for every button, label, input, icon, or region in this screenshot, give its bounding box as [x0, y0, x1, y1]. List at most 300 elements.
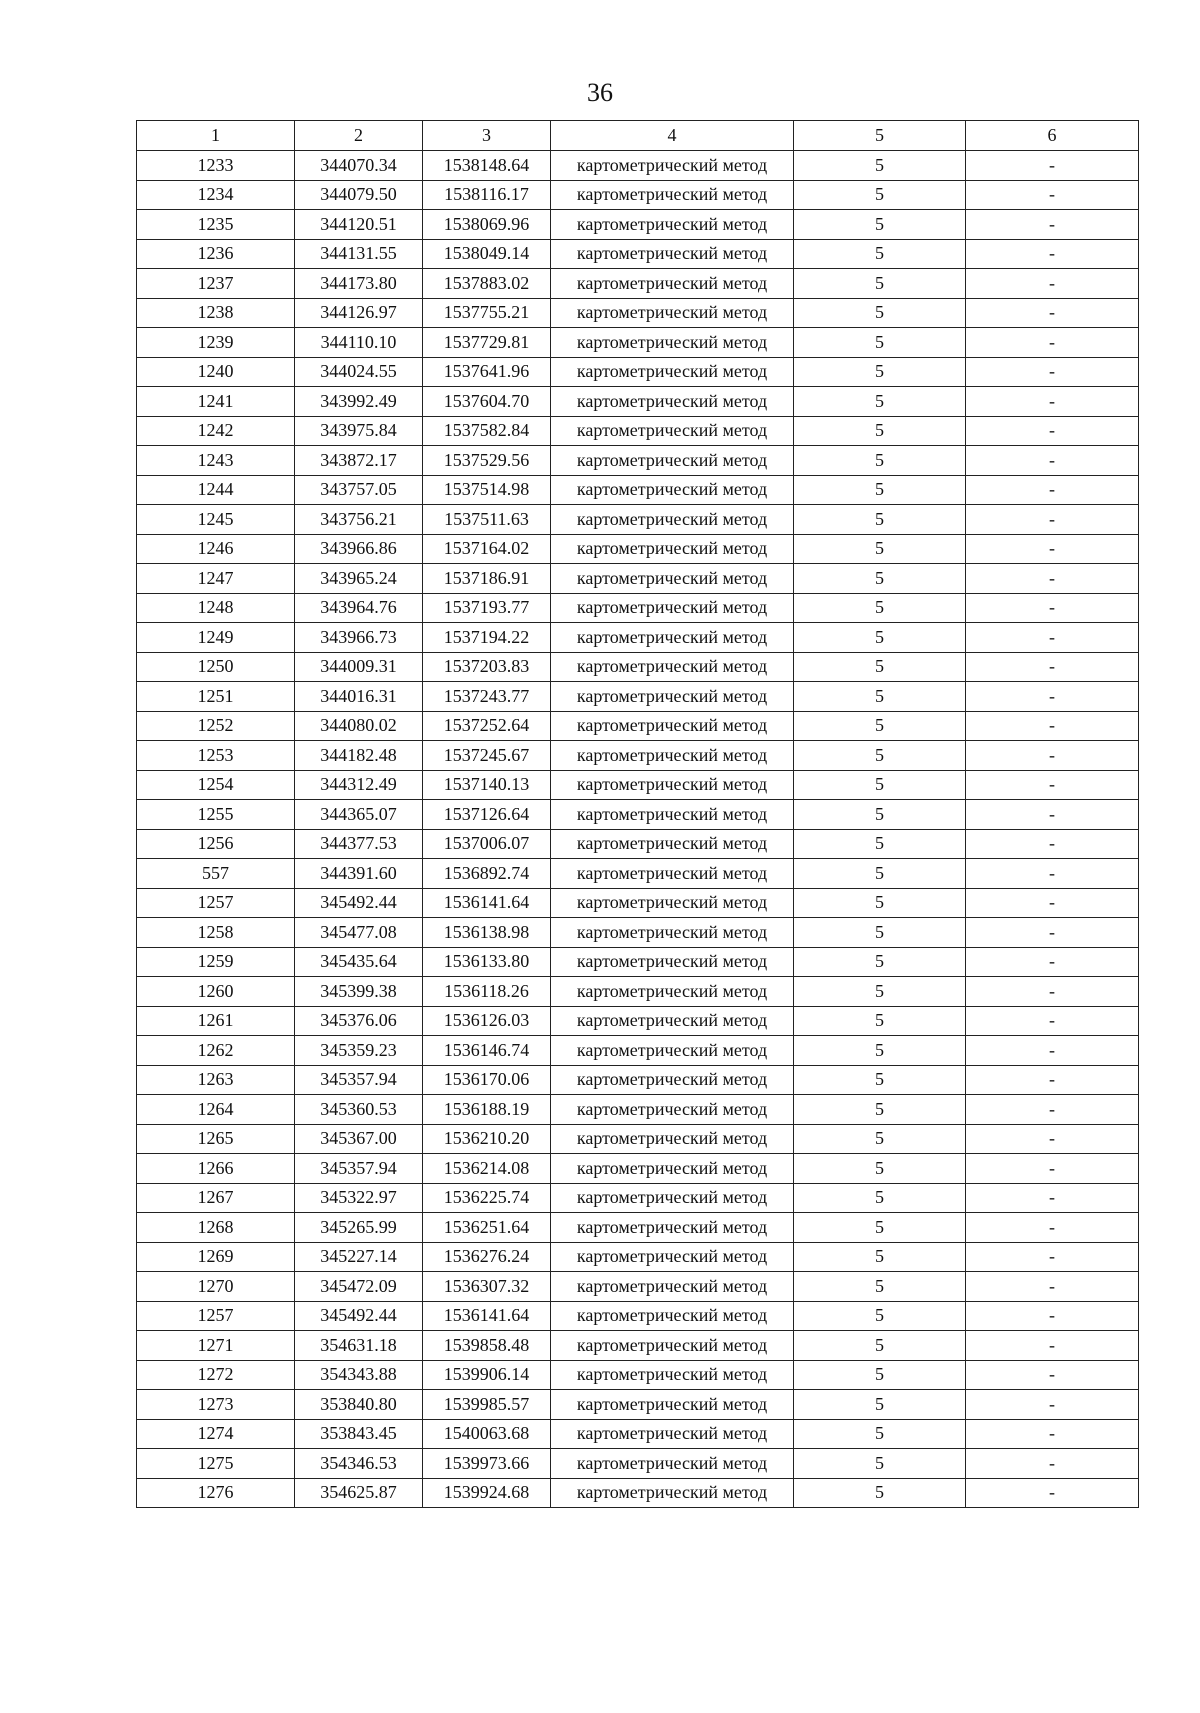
accuracy-cell: 5	[794, 1331, 966, 1361]
point-number-cell: 1248	[137, 593, 295, 623]
method-cell: картометрический метод	[551, 947, 794, 977]
y-coordinate-cell: 1540063.68	[423, 1419, 551, 1449]
method-cell: картометрический метод	[551, 564, 794, 594]
table-row	[137, 1095, 1139, 1125]
method-cell: картометрический метод	[551, 475, 794, 505]
accuracy-cell: 5	[794, 711, 966, 741]
y-coordinate-cell: 1536276.24	[423, 1242, 551, 1272]
method-cell: картометрический метод	[551, 829, 794, 859]
y-coordinate-cell: 1537514.98	[423, 475, 551, 505]
note-cell: -	[966, 475, 1139, 505]
note-cell: -	[966, 328, 1139, 358]
table-row	[137, 151, 1139, 181]
accuracy-cell: 5	[794, 210, 966, 240]
method-cell: картометрический метод	[551, 1419, 794, 1449]
accuracy-cell: 5	[794, 475, 966, 505]
point-number-cell: 1259	[137, 947, 295, 977]
y-coordinate-cell: 1536188.19	[423, 1095, 551, 1125]
x-coordinate-cell: 353840.80	[295, 1390, 423, 1420]
method-cell: картометрический метод	[551, 505, 794, 535]
y-coordinate-cell: 1538049.14	[423, 239, 551, 269]
note-cell: -	[966, 1301, 1139, 1331]
point-number-cell: 1268	[137, 1213, 295, 1243]
note-cell: -	[966, 1124, 1139, 1154]
point-number-cell: 1265	[137, 1124, 295, 1154]
point-number-cell: 1254	[137, 770, 295, 800]
method-cell: картометрический метод	[551, 239, 794, 269]
note-cell: -	[966, 800, 1139, 830]
x-coordinate-cell: 344024.55	[295, 357, 423, 387]
method-cell: картометрический метод	[551, 1390, 794, 1420]
point-number-cell: 1238	[137, 298, 295, 328]
table-row	[137, 888, 1139, 918]
point-number-cell: 1252	[137, 711, 295, 741]
note-cell: -	[966, 1360, 1139, 1390]
table-row	[137, 239, 1139, 269]
y-coordinate-cell: 1538116.17	[423, 180, 551, 210]
method-cell: картометрический метод	[551, 1183, 794, 1213]
point-number-cell: 1255	[137, 800, 295, 830]
x-coordinate-cell: 343975.84	[295, 416, 423, 446]
method-cell: картометрический метод	[551, 682, 794, 712]
accuracy-cell: 5	[794, 416, 966, 446]
table-row	[137, 564, 1139, 594]
table-row	[137, 918, 1139, 948]
y-coordinate-cell: 1536126.03	[423, 1006, 551, 1036]
method-cell: картометрический метод	[551, 888, 794, 918]
point-number-cell: 1271	[137, 1331, 295, 1361]
table-body	[137, 121, 1139, 1508]
accuracy-cell: 5	[794, 387, 966, 417]
note-cell: -	[966, 416, 1139, 446]
table-row	[137, 446, 1139, 476]
x-coordinate-cell: 343756.21	[295, 505, 423, 535]
y-coordinate-cell: 1536225.74	[423, 1183, 551, 1213]
note-cell: -	[966, 741, 1139, 771]
table-row	[137, 829, 1139, 859]
note-cell: -	[966, 239, 1139, 269]
point-number-cell: 1234	[137, 180, 295, 210]
x-coordinate-cell: 343757.05	[295, 475, 423, 505]
accuracy-cell: 5	[794, 1036, 966, 1066]
point-number-cell: 1257	[137, 1301, 295, 1331]
y-coordinate-cell: 1536251.64	[423, 1213, 551, 1243]
point-number-cell: 1274	[137, 1419, 295, 1449]
point-number-cell: 1264	[137, 1095, 295, 1125]
y-coordinate-cell: 1536118.26	[423, 977, 551, 1007]
note-cell: -	[966, 711, 1139, 741]
table-row	[137, 1006, 1139, 1036]
note-cell: -	[966, 180, 1139, 210]
note-cell: -	[966, 1065, 1139, 1095]
table-row	[137, 298, 1139, 328]
method-cell: картометрический метод	[551, 1036, 794, 1066]
accuracy-cell: 5	[794, 1360, 966, 1390]
x-coordinate-cell: 344079.50	[295, 180, 423, 210]
note-cell: -	[966, 298, 1139, 328]
method-cell: картометрический метод	[551, 711, 794, 741]
point-number-cell: 1258	[137, 918, 295, 948]
accuracy-cell: 5	[794, 1213, 966, 1243]
point-number-cell: 1266	[137, 1154, 295, 1184]
x-coordinate-cell: 343872.17	[295, 446, 423, 476]
y-coordinate-cell: 1537006.07	[423, 829, 551, 859]
table-row	[137, 387, 1139, 417]
table-row	[137, 652, 1139, 682]
x-coordinate-cell: 344070.34	[295, 151, 423, 181]
y-coordinate-cell: 1537193.77	[423, 593, 551, 623]
accuracy-cell: 5	[794, 977, 966, 1007]
note-cell: -	[966, 1419, 1139, 1449]
method-cell: картометрический метод	[551, 770, 794, 800]
table-row	[137, 1360, 1139, 1390]
table-row	[137, 1390, 1139, 1420]
x-coordinate-cell: 344173.80	[295, 269, 423, 299]
note-cell: -	[966, 1006, 1139, 1036]
accuracy-cell: 5	[794, 239, 966, 269]
x-coordinate-cell: 345435.64	[295, 947, 423, 977]
method-cell: картометрический метод	[551, 1154, 794, 1184]
accuracy-cell: 5	[794, 652, 966, 682]
column-header: 5	[794, 121, 966, 151]
table-row	[137, 800, 1139, 830]
note-cell: -	[966, 652, 1139, 682]
table-row	[137, 593, 1139, 623]
table-row	[137, 416, 1139, 446]
point-number-cell: 1249	[137, 623, 295, 653]
y-coordinate-cell: 1539906.14	[423, 1360, 551, 1390]
y-coordinate-cell: 1536307.32	[423, 1272, 551, 1302]
note-cell: -	[966, 357, 1139, 387]
method-cell: картометрический метод	[551, 1213, 794, 1243]
accuracy-cell: 5	[794, 1065, 966, 1095]
x-coordinate-cell: 345360.53	[295, 1095, 423, 1125]
x-coordinate-cell: 345367.00	[295, 1124, 423, 1154]
x-coordinate-cell: 343965.24	[295, 564, 423, 594]
y-coordinate-cell: 1537511.63	[423, 505, 551, 535]
column-header: 6	[966, 121, 1139, 151]
point-number-cell: 1269	[137, 1242, 295, 1272]
note-cell: -	[966, 977, 1139, 1007]
point-number-cell: 1246	[137, 534, 295, 564]
point-number-cell: 1247	[137, 564, 295, 594]
point-number-cell: 1244	[137, 475, 295, 505]
table-row	[137, 357, 1139, 387]
method-cell: картометрический метод	[551, 1331, 794, 1361]
point-number-cell: 1243	[137, 446, 295, 476]
method-cell: картометрический метод	[551, 1449, 794, 1479]
x-coordinate-cell: 344016.31	[295, 682, 423, 712]
note-cell: -	[966, 564, 1139, 594]
method-cell: картометрический метод	[551, 387, 794, 417]
point-number-cell: 1235	[137, 210, 295, 240]
table-row	[137, 1272, 1139, 1302]
accuracy-cell: 5	[794, 151, 966, 181]
method-cell: картометрический метод	[551, 1360, 794, 1390]
point-number-cell: 1241	[137, 387, 295, 417]
x-coordinate-cell: 345399.38	[295, 977, 423, 1007]
point-number-cell: 1257	[137, 888, 295, 918]
note-cell: -	[966, 1390, 1139, 1420]
method-cell: картометрический метод	[551, 593, 794, 623]
note-cell: -	[966, 534, 1139, 564]
accuracy-cell: 5	[794, 564, 966, 594]
y-coordinate-cell: 1537529.56	[423, 446, 551, 476]
y-coordinate-cell: 1537164.02	[423, 534, 551, 564]
accuracy-cell: 5	[794, 180, 966, 210]
note-cell: -	[966, 859, 1139, 889]
x-coordinate-cell: 344365.07	[295, 800, 423, 830]
method-cell: картометрический метод	[551, 1242, 794, 1272]
method-cell: картометрический метод	[551, 151, 794, 181]
table-row	[137, 180, 1139, 210]
x-coordinate-cell: 344126.97	[295, 298, 423, 328]
method-cell: картометрический метод	[551, 416, 794, 446]
accuracy-cell: 5	[794, 1242, 966, 1272]
x-coordinate-cell: 354346.53	[295, 1449, 423, 1479]
note-cell: -	[966, 269, 1139, 299]
note-cell: -	[966, 888, 1139, 918]
method-cell: картометрический метод	[551, 328, 794, 358]
note-cell: -	[966, 387, 1139, 417]
note-cell: -	[966, 1213, 1139, 1243]
x-coordinate-cell: 345322.97	[295, 1183, 423, 1213]
accuracy-cell: 5	[794, 829, 966, 859]
accuracy-cell: 5	[794, 505, 966, 535]
accuracy-cell: 5	[794, 1478, 966, 1508]
table-row	[137, 1213, 1139, 1243]
accuracy-cell: 5	[794, 1154, 966, 1184]
table-row	[137, 1154, 1139, 1184]
y-coordinate-cell: 1539924.68	[423, 1478, 551, 1508]
y-coordinate-cell: 1539985.57	[423, 1390, 551, 1420]
method-cell: картометрический метод	[551, 180, 794, 210]
x-coordinate-cell: 343992.49	[295, 387, 423, 417]
method-cell: картометрический метод	[551, 1065, 794, 1095]
y-coordinate-cell: 1537641.96	[423, 357, 551, 387]
table-row	[137, 269, 1139, 299]
point-number-cell: 1251	[137, 682, 295, 712]
table-row	[137, 623, 1139, 653]
note-cell: -	[966, 947, 1139, 977]
x-coordinate-cell: 344110.10	[295, 328, 423, 358]
x-coordinate-cell: 345477.08	[295, 918, 423, 948]
x-coordinate-cell: 344182.48	[295, 741, 423, 771]
x-coordinate-cell: 344312.49	[295, 770, 423, 800]
x-coordinate-cell: 344120.51	[295, 210, 423, 240]
note-cell: -	[966, 623, 1139, 653]
note-cell: -	[966, 829, 1139, 859]
y-coordinate-cell: 1537883.02	[423, 269, 551, 299]
point-number-cell: 1276	[137, 1478, 295, 1508]
y-coordinate-cell: 1537194.22	[423, 623, 551, 653]
table-row	[137, 770, 1139, 800]
method-cell: картометрический метод	[551, 269, 794, 299]
column-header: 4	[551, 121, 794, 151]
table-row	[137, 1124, 1139, 1154]
y-coordinate-cell: 1538069.96	[423, 210, 551, 240]
note-cell: -	[966, 682, 1139, 712]
method-cell: картометрический метод	[551, 741, 794, 771]
method-cell: картометрический метод	[551, 357, 794, 387]
x-coordinate-cell: 345227.14	[295, 1242, 423, 1272]
accuracy-cell: 5	[794, 1183, 966, 1213]
note-cell: -	[966, 1154, 1139, 1184]
method-cell: картометрический метод	[551, 210, 794, 240]
method-cell: картометрический метод	[551, 1301, 794, 1331]
table-row	[137, 741, 1139, 771]
note-cell: -	[966, 446, 1139, 476]
point-number-cell: 557	[137, 859, 295, 889]
y-coordinate-cell: 1536892.74	[423, 859, 551, 889]
table-row	[137, 210, 1139, 240]
accuracy-cell: 5	[794, 859, 966, 889]
table-row	[137, 1419, 1139, 1449]
point-number-cell: 1262	[137, 1036, 295, 1066]
method-cell: картометрический метод	[551, 623, 794, 653]
y-coordinate-cell: 1537243.77	[423, 682, 551, 712]
accuracy-cell: 5	[794, 741, 966, 771]
method-cell: картометрический метод	[551, 1006, 794, 1036]
y-coordinate-cell: 1536133.80	[423, 947, 551, 977]
y-coordinate-cell: 1539858.48	[423, 1331, 551, 1361]
accuracy-cell: 5	[794, 888, 966, 918]
y-coordinate-cell: 1536138.98	[423, 918, 551, 948]
accuracy-cell: 5	[794, 623, 966, 653]
accuracy-cell: 5	[794, 1419, 966, 1449]
point-number-cell: 1270	[137, 1272, 295, 1302]
point-number-cell: 1242	[137, 416, 295, 446]
note-cell: -	[966, 1272, 1139, 1302]
note-cell: -	[966, 1183, 1139, 1213]
y-coordinate-cell: 1536214.08	[423, 1154, 551, 1184]
table-row	[137, 1036, 1139, 1066]
method-cell: картометрический метод	[551, 1478, 794, 1508]
accuracy-cell: 5	[794, 269, 966, 299]
y-coordinate-cell: 1537755.21	[423, 298, 551, 328]
accuracy-cell: 5	[794, 1390, 966, 1420]
method-cell: картометрический метод	[551, 1272, 794, 1302]
x-coordinate-cell: 345492.44	[295, 888, 423, 918]
x-coordinate-cell: 354625.87	[295, 1478, 423, 1508]
table-row	[137, 505, 1139, 535]
table-row	[137, 534, 1139, 564]
table-row	[137, 475, 1139, 505]
point-number-cell: 1253	[137, 741, 295, 771]
x-coordinate-cell: 345359.23	[295, 1036, 423, 1066]
accuracy-cell: 5	[794, 328, 966, 358]
x-coordinate-cell: 353843.45	[295, 1419, 423, 1449]
point-number-cell: 1245	[137, 505, 295, 535]
note-cell: -	[966, 1449, 1139, 1479]
accuracy-cell: 5	[794, 1006, 966, 1036]
y-coordinate-cell: 1537140.13	[423, 770, 551, 800]
table-header-row	[137, 121, 1139, 151]
point-number-cell: 1256	[137, 829, 295, 859]
table-row	[137, 1301, 1139, 1331]
table-row	[137, 1331, 1139, 1361]
page-number: 36	[587, 78, 613, 107]
point-number-cell: 1275	[137, 1449, 295, 1479]
table-row	[137, 947, 1139, 977]
accuracy-cell: 5	[794, 593, 966, 623]
y-coordinate-cell: 1537245.67	[423, 741, 551, 771]
point-number-cell: 1236	[137, 239, 295, 269]
y-coordinate-cell: 1537604.70	[423, 387, 551, 417]
column-header: 2	[295, 121, 423, 151]
coordinates-table	[136, 120, 1139, 1508]
method-cell: картометрический метод	[551, 446, 794, 476]
method-cell: картометрический метод	[551, 859, 794, 889]
y-coordinate-cell: 1536170.06	[423, 1065, 551, 1095]
note-cell: -	[966, 593, 1139, 623]
note-cell: -	[966, 1095, 1139, 1125]
x-coordinate-cell: 345265.99	[295, 1213, 423, 1243]
y-coordinate-cell: 1536146.74	[423, 1036, 551, 1066]
column-header: 3	[423, 121, 551, 151]
x-coordinate-cell: 344080.02	[295, 711, 423, 741]
note-cell: -	[966, 770, 1139, 800]
method-cell: картометрический метод	[551, 534, 794, 564]
point-number-cell: 1240	[137, 357, 295, 387]
table-row	[137, 977, 1139, 1007]
y-coordinate-cell: 1539973.66	[423, 1449, 551, 1479]
accuracy-cell: 5	[794, 1272, 966, 1302]
note-cell: -	[966, 1331, 1139, 1361]
accuracy-cell: 5	[794, 1301, 966, 1331]
y-coordinate-cell: 1537186.91	[423, 564, 551, 594]
accuracy-cell: 5	[794, 357, 966, 387]
accuracy-cell: 5	[794, 947, 966, 977]
point-number-cell: 1239	[137, 328, 295, 358]
point-number-cell: 1273	[137, 1390, 295, 1420]
y-coordinate-cell: 1537582.84	[423, 416, 551, 446]
x-coordinate-cell: 343966.86	[295, 534, 423, 564]
y-coordinate-cell: 1537126.64	[423, 800, 551, 830]
method-cell: картометрический метод	[551, 977, 794, 1007]
accuracy-cell: 5	[794, 770, 966, 800]
x-coordinate-cell: 344391.60	[295, 859, 423, 889]
table-row	[137, 1065, 1139, 1095]
point-number-cell: 1237	[137, 269, 295, 299]
y-coordinate-cell: 1537252.64	[423, 711, 551, 741]
x-coordinate-cell: 354343.88	[295, 1360, 423, 1390]
accuracy-cell: 5	[794, 918, 966, 948]
accuracy-cell: 5	[794, 800, 966, 830]
table-row	[137, 711, 1139, 741]
table-row	[137, 859, 1139, 889]
accuracy-cell: 5	[794, 446, 966, 476]
method-cell: картометрический метод	[551, 918, 794, 948]
method-cell: картометрический метод	[551, 800, 794, 830]
point-number-cell: 1261	[137, 1006, 295, 1036]
note-cell: -	[966, 151, 1139, 181]
point-number-cell: 1272	[137, 1360, 295, 1390]
accuracy-cell: 5	[794, 298, 966, 328]
note-cell: -	[966, 1036, 1139, 1066]
accuracy-cell: 5	[794, 1124, 966, 1154]
note-cell: -	[966, 1478, 1139, 1508]
method-cell: картометрический метод	[551, 1095, 794, 1125]
x-coordinate-cell: 345472.09	[295, 1272, 423, 1302]
method-cell: картометрический метод	[551, 298, 794, 328]
point-number-cell: 1233	[137, 151, 295, 181]
x-coordinate-cell: 343964.76	[295, 593, 423, 623]
table-row	[137, 682, 1139, 712]
x-coordinate-cell: 345357.94	[295, 1065, 423, 1095]
note-cell: -	[966, 1242, 1139, 1272]
table-row	[137, 1183, 1139, 1213]
